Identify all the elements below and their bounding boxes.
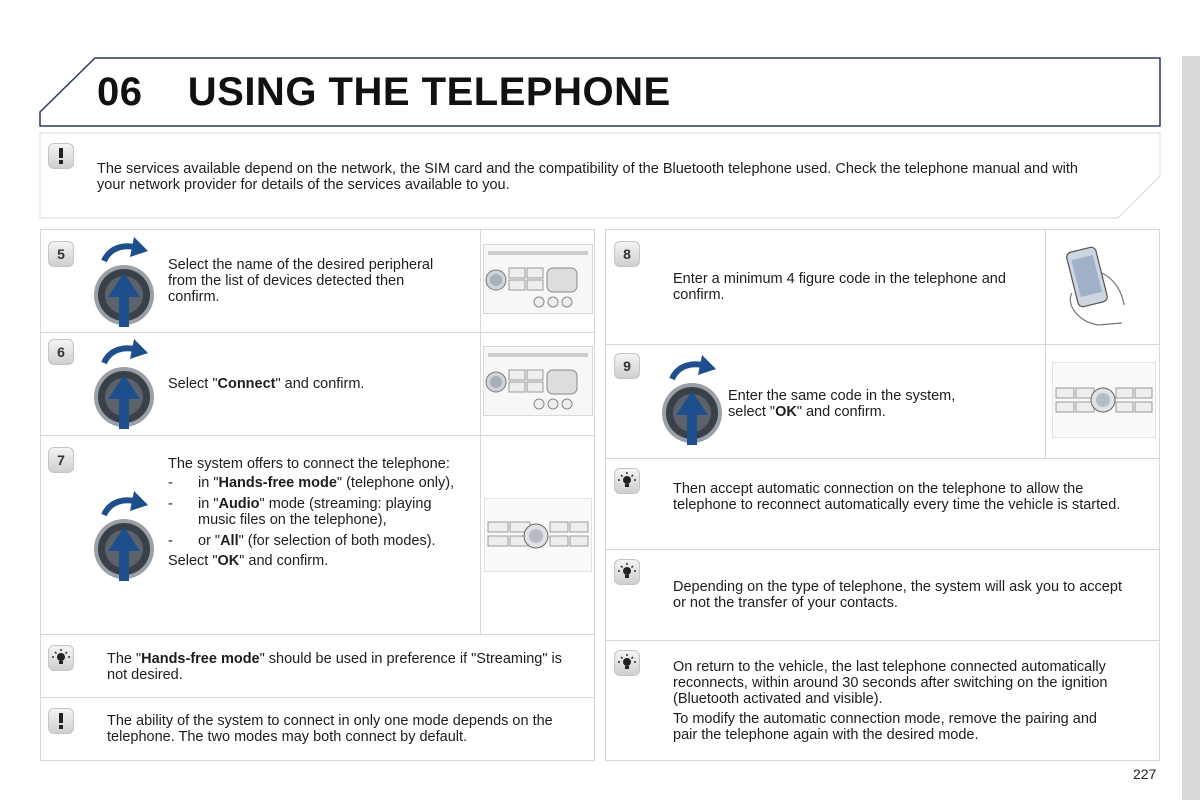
- exclamation-icon: [48, 143, 74, 169]
- rotary-knob-icon: [658, 351, 726, 447]
- step-9-text: Enter the same code in the system, select "OK" and confirm.: [728, 388, 956, 420]
- tip-text-left: The "Hands-free mode" should be used in preference if "Streaming" is not desired.: [107, 651, 563, 683]
- warning-text-left: The ability of the system to connect in only one mode depends on the telephone. The two modes may both connect by default.: [107, 713, 553, 745]
- lightbulb-icon: [614, 559, 640, 585]
- radio-panel-image: [483, 244, 593, 314]
- step-7-intro: The system offers to connect the telephone:: [168, 456, 450, 472]
- step-5-text: Select the name of the desired peripheral from the list of devices detected then confirm.: [168, 257, 434, 305]
- control-panel-image: [484, 498, 592, 572]
- step-number-7: 7: [48, 447, 74, 473]
- radio-panel-image: [483, 346, 593, 416]
- tip-text-right-1: Then accept automatic connection on the telephone to allow the telephone to reconnect automatically every time the vehicle is started.: [673, 481, 1121, 513]
- chapter-number: 06: [97, 70, 143, 114]
- step-number-9: 9: [614, 353, 640, 379]
- intro-notice-frame: [0, 0, 1200, 230]
- rotary-knob-icon: [90, 335, 158, 431]
- step-8-text: Enter a minimum 4 figure code in the telephone and confirm.: [673, 271, 1006, 303]
- lightbulb-icon: [48, 645, 74, 671]
- step-7-closing: Select "OK" and confirm.: [168, 553, 329, 569]
- control-panel-image: [1052, 362, 1156, 438]
- page-number: 227: [1133, 766, 1157, 782]
- lightbulb-icon: [614, 468, 640, 494]
- chapter-title: USING THE TELEPHONE: [187, 70, 671, 114]
- exclamation-icon: [48, 708, 74, 734]
- step-number-6: 6: [48, 339, 74, 365]
- intro-notice-text: The services available depend on the network, the SIM card and the compatibility of the Bluetooth telephone used. Check the telephone manual and with your network provider for details of the services available to you.: [97, 161, 1078, 193]
- tip-text-right-3: On return to the vehicle, the last telephone connected automatically reconnects, within around 30 seconds after switching on the ignition (Bluetooth activated and visible). To modify the automatic connection mode, remove the pairing and pair the telephone again with the desired mode.: [673, 659, 1108, 743]
- step-number-5: 5: [48, 241, 74, 267]
- list-item: - in "Hands-free mode" (telephone only),: [168, 475, 455, 491]
- phone-in-hand-image: [1062, 243, 1142, 328]
- step-7-text: [168, 456, 468, 569]
- rotary-knob-icon: [90, 487, 158, 583]
- list-item: - or "All" (for selection of both modes).: [168, 533, 436, 549]
- step-number-8: 8: [614, 241, 640, 267]
- rotary-knob-icon: [90, 233, 158, 329]
- tip-text-right-2: Depending on the type of telephone, the system will ask you to accept or not the transfer of your contacts.: [673, 579, 1122, 611]
- lightbulb-icon: [614, 650, 640, 676]
- list-item: - in "Audio" mode (streaming: playing music files on the telephone),: [168, 496, 432, 528]
- step-6-text: Select "Connect" and confirm.: [168, 376, 365, 392]
